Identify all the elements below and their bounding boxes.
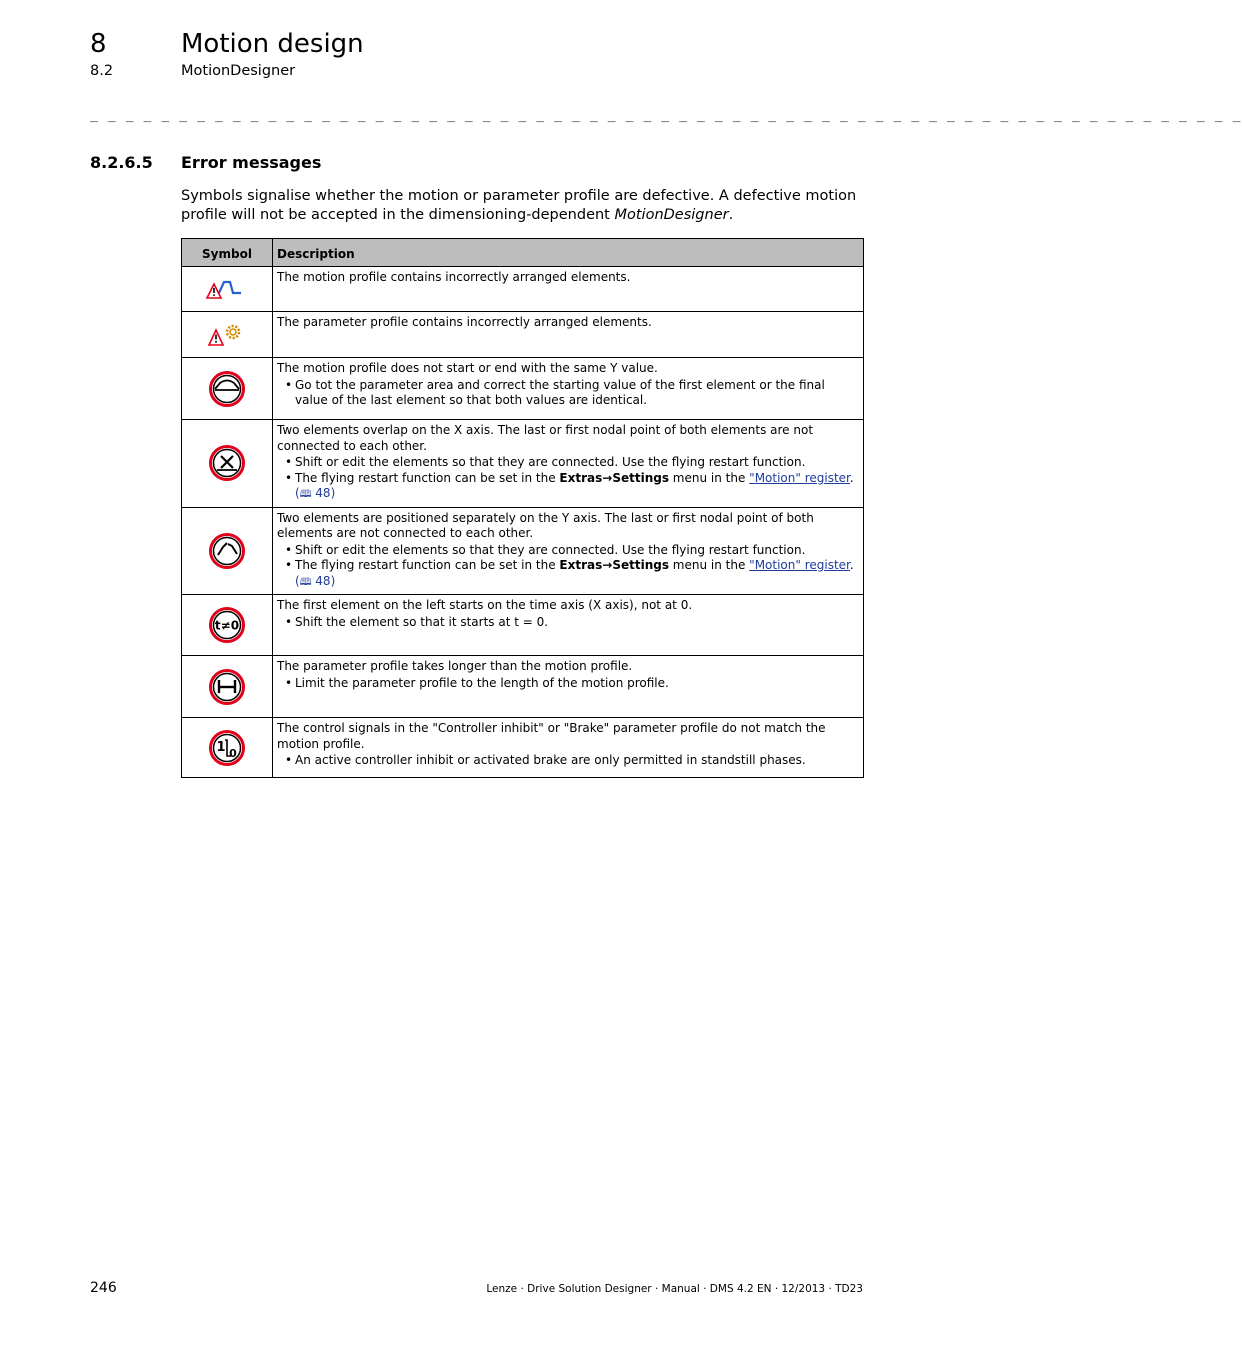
list-item: • An active controller inhibit or activated brake are only permitted in standstill phases. xyxy=(289,753,858,769)
x-axis-overlap-icon xyxy=(208,444,246,482)
subsection-title: Error messages xyxy=(181,153,322,172)
bullet-list xyxy=(277,676,858,692)
list-item: • Shift or edit the elements so that they are connected. Use the flying restart function. xyxy=(289,455,858,471)
table-row xyxy=(182,718,864,778)
control-signal-mismatch-icon xyxy=(208,729,246,767)
table-row xyxy=(182,507,864,595)
start-end-mismatch-icon xyxy=(208,370,246,408)
row-description: The control signals in the "Controller inhibit" or "Brake" parameter profile do not match the motion profile. xyxy=(277,721,826,751)
book-icon: 🕮 xyxy=(299,576,312,588)
row-description: The parameter profile takes longer than the motion profile. xyxy=(277,659,633,673)
length-exceeded-icon xyxy=(208,668,246,706)
bullet-list xyxy=(277,378,858,409)
error-messages-table xyxy=(181,238,864,778)
row-description: The motion profile does not start or end with the same Y value. xyxy=(277,361,658,375)
row-description: Two elements are positioned separately on the Y axis. The last or first nodal point of both elements are not connected to each other. xyxy=(277,510,814,540)
page-reference-link[interactable]: (🕮 48) xyxy=(295,573,336,588)
list-item: • Limit the parameter profile to the length of the motion profile. xyxy=(289,676,858,692)
warning-parameter-profile-icon xyxy=(207,322,247,348)
header-divider: _ _ _ _ _ _ _ _ _ _ _ _ _ _ _ _ _ _ _ _ _ _ _ _ _ _ _ _ _ _ _ _ _ _ _ _ _ _ _ _ _ _ _ _ _ _ _ _ _ _ _ _ _ _ _ _ _ _ _ _ _ _ _ _ _ xyxy=(90,108,1242,123)
subsection-number: 8.2.6.5 xyxy=(90,153,153,172)
intro-paragraph: Symbols signalise whether the motion or parameter profile are defective. A defective motion profile will not be accepted in the dimensioning-dependent MotionDesigner. xyxy=(181,188,857,223)
section-number: 8.2 xyxy=(90,63,114,79)
book-icon: 🕮 xyxy=(299,489,312,500)
chapter-title: Motion design xyxy=(181,29,364,59)
motion-register-link[interactable]: "Motion" register xyxy=(749,558,850,572)
bullet-list xyxy=(277,615,858,631)
table-row xyxy=(182,595,864,656)
table-row xyxy=(182,656,864,718)
row-description: Two elements overlap on the X axis. The last or first nodal point of both elements are not connected to each other. xyxy=(277,423,814,453)
t-not-zero-label: t≠0 xyxy=(214,618,240,633)
bullet-list xyxy=(277,543,858,591)
page-number: 246 xyxy=(90,1280,117,1296)
description-column-header: Description xyxy=(273,239,864,267)
page-reference-link[interactable]: (🕮 48) xyxy=(295,486,336,500)
row-description: The first element on the left starts on the time axis (X axis), not at 0. xyxy=(277,598,693,612)
y-axis-gap-icon xyxy=(208,532,246,570)
list-item: • The flying restart function can be set in the Extras→Settings menu in the "Motion" register. (🕮 48) xyxy=(289,558,858,590)
chapter-number: 8 xyxy=(90,29,107,59)
warning-motion-profile-icon xyxy=(207,277,247,301)
bullet-list xyxy=(277,455,858,503)
motion-register-link[interactable]: "Motion" register xyxy=(749,470,850,485)
t-not-zero-icon xyxy=(208,606,246,644)
table-row xyxy=(182,358,864,420)
intro-italic: MotionDesigner xyxy=(614,207,729,223)
section-title: MotionDesigner xyxy=(181,63,296,79)
list-item: • Shift or edit the elements so that they are connected. Use the flying restart function. xyxy=(289,543,858,559)
list-item: • Shift the element so that it starts at t = 0. xyxy=(289,615,858,631)
row-description: The parameter profile contains incorrectly arranged elements. xyxy=(273,312,864,358)
signal-zero-label: 0 xyxy=(229,746,237,760)
list-item: • The flying restart function can be set in the Extras→Settings menu in the "Motion" register. (🕮 48) xyxy=(289,471,858,503)
table-row xyxy=(182,420,864,508)
table-row xyxy=(182,267,864,312)
table-header-row xyxy=(182,239,864,267)
bullet-list xyxy=(277,753,858,769)
table-row xyxy=(182,312,864,358)
row-description: The motion profile contains incorrectly arranged elements. xyxy=(273,267,864,312)
symbol-column-header: Symbol xyxy=(182,239,273,267)
list-item: • Go tot the parameter area and correct the starting value of the first element or the final value of the last element so that both values are identical. xyxy=(289,378,858,409)
footer-text: Lenze · Drive Solution Designer · Manual · DMS 4.2 EN · 12/2013 · TD23 xyxy=(486,1283,863,1295)
signal-one-label: 1 xyxy=(216,739,226,755)
